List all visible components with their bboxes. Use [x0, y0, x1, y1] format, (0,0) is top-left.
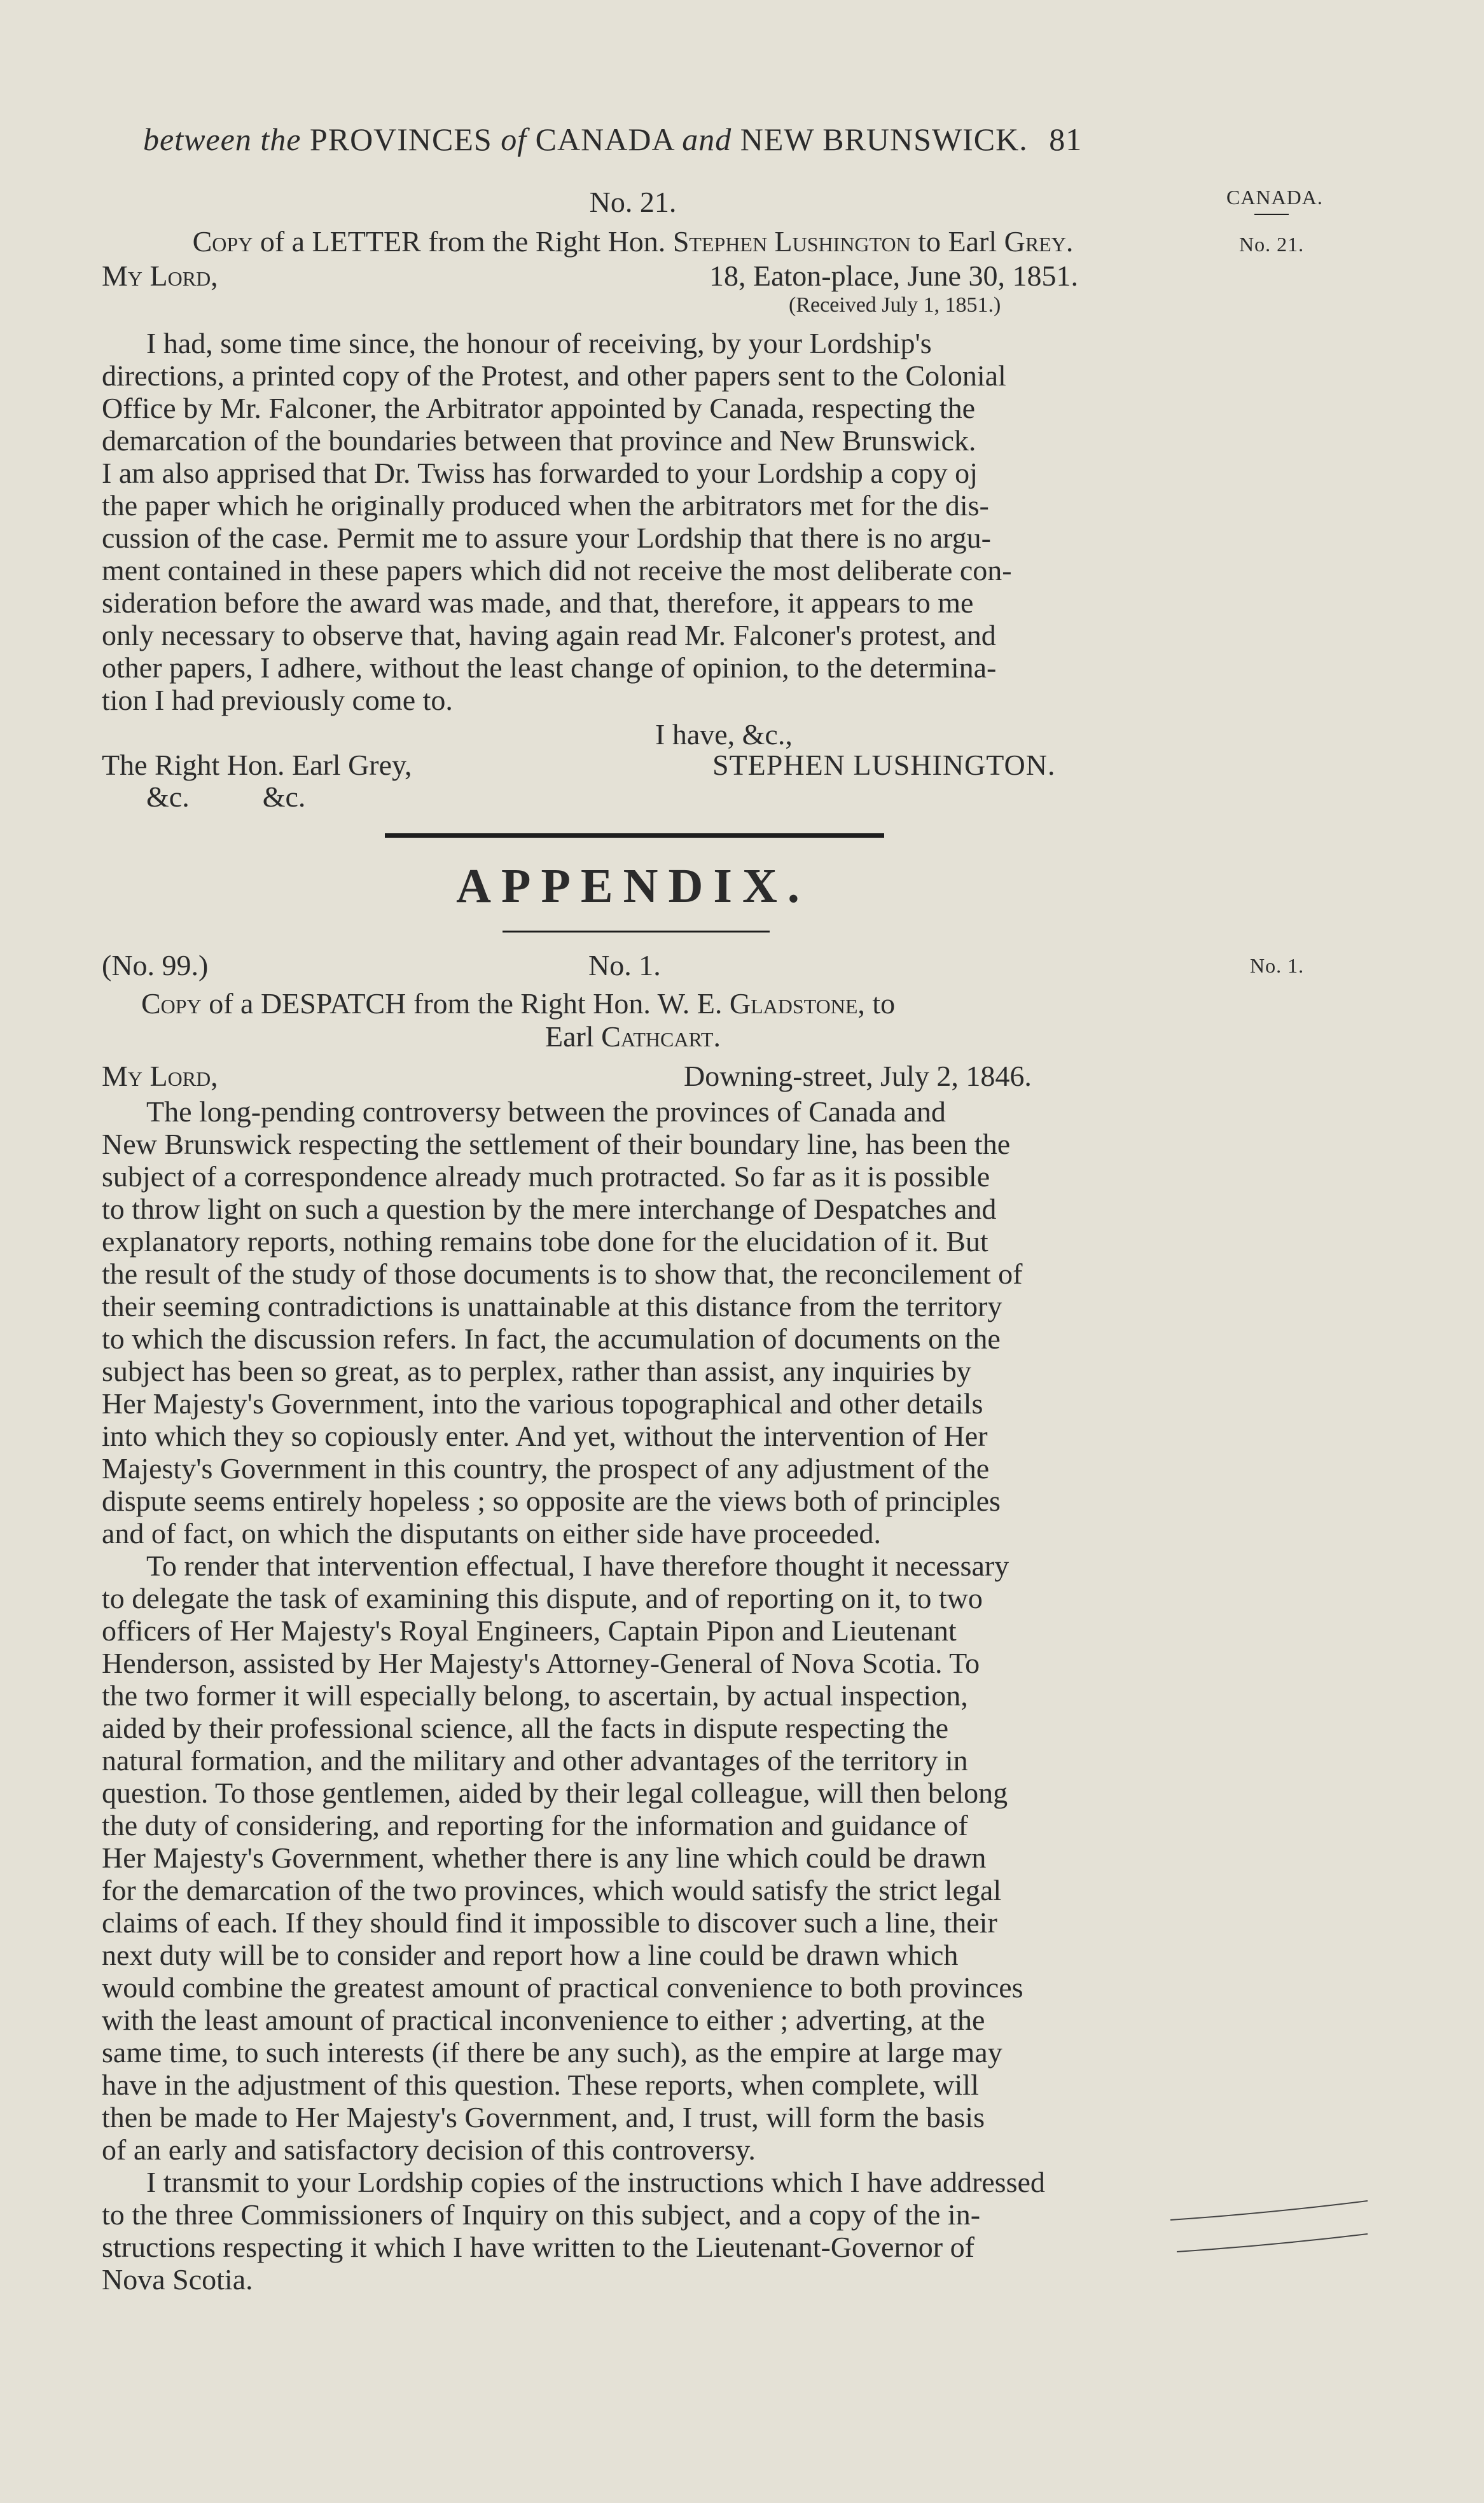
despatch-number: No. 1. — [588, 949, 661, 981]
letter-recipient: The Right Hon. Earl Grey, — [102, 749, 412, 781]
despatch-recipient — [102, 1020, 1164, 1053]
letter-address: 18, Eaton-place, June 30, 1851. — [709, 260, 1078, 292]
text-line: tion I had previously come to. — [102, 684, 453, 716]
letter-number: No. 21. — [589, 186, 677, 218]
text-line: Her Majesty's Government, whether there is any line which could be drawn — [102, 1841, 987, 1874]
text-line: to the three Commissioners of Inquiry on this subject, and a copy of the in- — [102, 2198, 981, 2231]
text-line: The long-pending controversy between the provinces of Canada and — [146, 1095, 946, 1128]
text-line: only necessary to observe that, having again read Mr. Falconer's protest, and — [102, 619, 996, 651]
running-head-new-brunswick: NEW BRUNSWICK. — [740, 121, 1028, 157]
running-head-canada: CANADA — [535, 121, 674, 157]
text-line: question. To those gentlemen, aided by their legal colleague, will then belong — [102, 1777, 1008, 1809]
despatch-recipient-earl: Earl — [545, 1020, 594, 1053]
despatch-number-row — [102, 949, 1164, 982]
letter-to-text: to Earl — [918, 225, 997, 258]
despatch-section — [102, 949, 1164, 2296]
letter-author: Stephen Lushington — [672, 225, 911, 258]
despatch-to-text: to — [872, 987, 896, 1020]
text-line: structions respecting it which I have written to the Lieutenant-Governor of — [102, 2231, 974, 2263]
letter-recipient-etc: &c. &c. — [146, 780, 306, 813]
text-line: officers of Her Majesty's Royal Engineers, Captain Pipon and Lieutenant — [102, 1614, 957, 1647]
letter-title-rest: of a LETTER from the Right Hon. — [260, 225, 666, 258]
running-head-between: between the — [143, 121, 302, 157]
letter-title — [102, 225, 1164, 258]
running-head-of: of — [501, 121, 527, 157]
text-line: New Brunswick respecting the settlement of their boundary line, has been the — [102, 1128, 1011, 1160]
running-head — [143, 121, 1161, 158]
text-line: I had, some time since, the honour of receiving, by your Lordship's — [146, 327, 932, 359]
letter-section — [102, 186, 1164, 716]
text-line: dispute seems entirely hopeless ; so opposite are the views both of principles — [102, 1485, 1001, 1517]
despatch-body — [102, 1095, 1164, 2296]
letter-recipient-name: Grey. — [1004, 225, 1074, 258]
text-line: To render that intervention effectual, I have therefore thought it necessary — [146, 1550, 1009, 1582]
text-line: I transmit to your Lordship copies of the instructions which I have addressed — [146, 2166, 1045, 2198]
margin-note-no21: No. 21. — [1239, 233, 1305, 256]
text-line: of an early and satisfactory decision of this controversy. — [102, 2133, 756, 2166]
despatch-title-rest: of a DESPATCH from the Right Hon. W. E. — [209, 987, 723, 1020]
text-line: Henderson, assisted by Her Majesty's Attorney-General of Nova Scotia. To — [102, 1647, 980, 1679]
despatch-title-copy: Copy — [141, 987, 202, 1020]
letter-title-copy: Copy — [192, 225, 253, 258]
text-line: natural formation, and the military and other advantages of the territory in — [102, 1744, 968, 1777]
running-head-provinces: PROVINCES — [309, 121, 492, 157]
margin-note-no1: No. 1. — [1250, 954, 1305, 977]
text-line: subject of a correspondence already much protracted. So far as it is possible — [102, 1160, 990, 1193]
text-line: Majesty's Government in this country, the prospect of any adjustment of the — [102, 1452, 990, 1485]
despatch-ref: (No. 99.) — [102, 949, 209, 981]
text-line: to throw light on such a question by the mere interchange of Despatches and — [102, 1193, 997, 1225]
text-line: I am also apprised that Dr. Twiss has forwarded to your Lordship a copy oj — [102, 457, 978, 489]
letter-signature: STEPHEN LUSHINGTON. — [712, 749, 1056, 781]
text-line: to which the discussion refers. In fact, the accumulation of documents on the — [102, 1322, 1001, 1355]
text-line: the result of the study of those documents is to show that, the reconcilement of — [102, 1258, 1023, 1290]
text-line: other papers, I adhere, without the least change of opinion, to the determina- — [102, 651, 997, 684]
despatch-salutation-row — [102, 1060, 1164, 1093]
text-line: the two former it will especially belong, to ascertain, by actual inspection, — [102, 1679, 968, 1712]
text-line: and of fact, on which the disputants on either side have proceeded. — [102, 1517, 881, 1550]
section-divider — [385, 833, 884, 838]
text-line: directions, a printed copy of the Protest, and other papers sent to the Colonial — [102, 359, 1006, 392]
text-line: cussion of the case. Permit me to assure your Lordship that there is no argu- — [102, 522, 991, 554]
text-line: would combine the greatest amount of practical convenience to both provinces — [102, 1971, 1023, 2004]
appendix-heading: APPENDIX. — [456, 859, 810, 913]
despatch-recipient-name: Cathcart. — [601, 1020, 721, 1053]
text-line: sideration before the award was made, and that, therefore, it appears to me — [102, 586, 974, 619]
text-line: claims of each. If they should find it impossible to discover such a line, their — [102, 1906, 997, 1939]
letter-paragraph — [102, 457, 1164, 716]
text-line: subject has been so great, as to perplex, rather than assist, any inquiries by — [102, 1355, 971, 1387]
text-line: explanatory reports, nothing remains tobe done for the elucidation of it. But — [102, 1225, 988, 1258]
text-line: the duty of considering, and reporting for the information and guidance of — [102, 1809, 968, 1841]
text-line: aided by their professional science, all the facts in dispute respecting the — [102, 1712, 948, 1744]
letter-salutation: My Lord, — [102, 260, 218, 292]
despatch-paragraph — [102, 1550, 1164, 2166]
running-head-and: and — [682, 121, 732, 157]
text-line: same time, to such interests (if there be any such), as the empire at large may — [102, 2036, 1002, 2069]
despatch-author: Gladstone, — [729, 987, 865, 1020]
letter-body — [102, 327, 1164, 716]
despatch-title — [102, 987, 1164, 1020]
margin-note-canada: CANADA. — [1226, 186, 1323, 209]
text-line: then be made to Her Majesty's Government, and, I trust, will form the basis — [102, 2101, 985, 2133]
text-line: into which they so copiously enter. And yet, without the intervention of Her — [102, 1420, 988, 1452]
pencil-mark — [1164, 2182, 1374, 2258]
text-line: the paper which he originally produced when the arbitrators met for the dis- — [102, 489, 989, 522]
despatch-paragraph — [102, 2166, 1164, 2296]
text-line: with the least amount of practical inconvenience to either ; adverting, at the — [102, 2004, 985, 2036]
margin-note-divider — [1254, 214, 1289, 215]
text-line: their seeming contradictions is unattainable at this distance from the territory — [102, 1290, 1002, 1322]
letter-received: (Received July 1, 1851.) — [789, 293, 1001, 317]
text-line: to delegate the task of examining this dispute, and of reporting on it, to two — [102, 1582, 983, 1614]
despatch-salutation: My Lord, — [102, 1060, 218, 1092]
text-line: have in the adjustment of this question. These reports, when complete, will — [102, 2069, 979, 2101]
appendix-underline — [503, 931, 770, 933]
text-line: ment contained in these papers which did not receive the most deliberate con- — [102, 554, 1012, 586]
page-number: 81 — [1049, 121, 1083, 157]
letter-salutation-row — [102, 260, 1164, 293]
text-line: Nova Scotia. — [102, 2263, 253, 2296]
despatch-paragraph — [102, 1095, 1164, 1550]
text-line: demarcation of the boundaries between that province and New Brunswick. — [102, 424, 976, 457]
text-line: next duty will be to consider and report how a line could be drawn which — [102, 1939, 959, 1971]
letter-paragraph — [102, 327, 1164, 457]
text-line: for the demarcation of the two provinces, which would satisfy the strict legal — [102, 1874, 1002, 1906]
letter-closing: I have, &c., — [655, 718, 793, 751]
despatch-address: Downing-street, July 2, 1846. — [684, 1060, 1032, 1092]
text-line: Her Majesty's Government, into the various topographical and other details — [102, 1387, 983, 1420]
text-line: Office by Mr. Falconer, the Arbitrator appointed by Canada, respecting the — [102, 392, 976, 424]
